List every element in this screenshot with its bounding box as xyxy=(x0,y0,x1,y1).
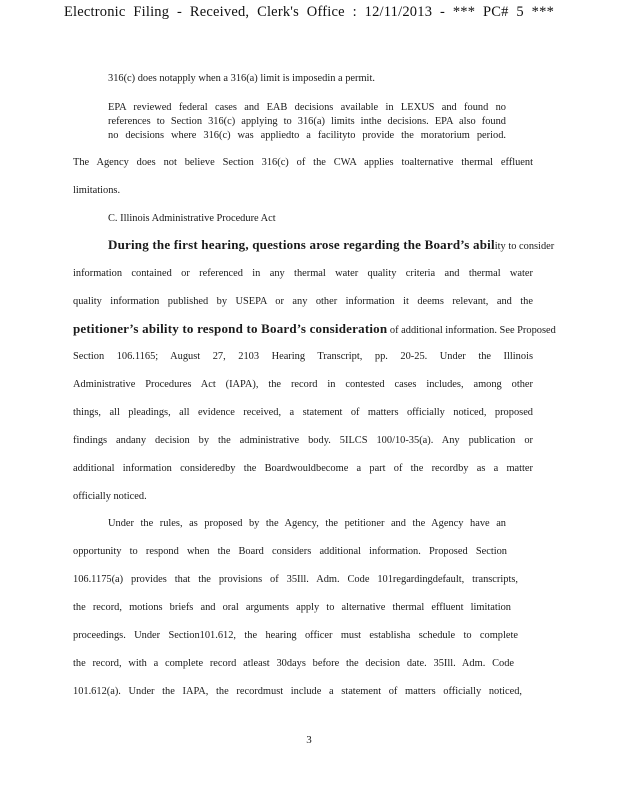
text-line: 106.1175(a) provides that the provisions of 35Ill. Adm. Code 101regardingdefault, transcripts, xyxy=(73,574,518,585)
text-line: information contained or referenced in any thermal water quality criteria and thermal water xyxy=(73,268,533,279)
text-line-mixed xyxy=(73,321,556,337)
text-line: 316(c) does notapply when a 316(a) limit is imposedin a permit. xyxy=(108,73,375,84)
text-line: EPA reviewed federal cases and EAB decisions available in LEXUS and found no xyxy=(108,102,506,113)
text-line: the record, with a complete record atleast 30days before the decision date. 35Ill. Adm. Code xyxy=(73,658,514,669)
text-line: the record, motions briefs and oral arguments apply to alternative thermal effluent limitation xyxy=(73,602,511,613)
text-line: quality information published by USEPA or any other information it deems relevant, and the xyxy=(73,296,533,307)
section-heading: C. Illinois Administrative Procedure Act xyxy=(108,213,276,224)
plain-text: ity to consider xyxy=(494,241,555,252)
text-line: no decisions where 316(c) was appliedto a facilityto provide the moratorium period. xyxy=(108,130,506,141)
text-line: 101.612(a). Under the IAPA, the recordmust include a statement of matters officially noticed, xyxy=(73,686,522,697)
bold-text: During the first hearing, questions arose regarding the Board’s abil xyxy=(108,237,495,252)
text-line: findings andany decision by the administrative body. 5ILCS 100/10-35(a). Any publication or xyxy=(73,435,533,446)
text-line: references to Section 316(c) applying to 316(a) limits inthe decisions. EPA also found xyxy=(108,116,506,127)
text-line: things, all pleadings, all evidence received, a statement of matters officially noticed, proposed xyxy=(73,407,533,418)
text-line: Section 106.1165; August 27, 2103 Hearing Transcript, pp. 20-25. Under the Illinois xyxy=(73,351,533,362)
bold-text: petitioner’s ability to respond to Board’s consideration xyxy=(73,321,388,336)
text-line: officially noticed. xyxy=(73,491,147,502)
text-line: opportunity to respond when the Board considers additional information. Proposed Section xyxy=(73,546,507,557)
text-line: proceedings. Under Section101.612, the hearing officer must establisha schedule to complete xyxy=(73,630,518,641)
plain-text: of additional information. See Proposed xyxy=(387,325,556,336)
text-line: The Agency does not believe Section 316(c) of the CWA applies toalternative thermal effluent xyxy=(73,157,533,168)
filing-header: Electronic Filing - Received, Clerk's Office : 12/11/2013 - *** PC# 5 *** xyxy=(63,4,555,20)
text-line: Administrative Procedures Act (IAPA), the record in contested cases includes, among other xyxy=(73,379,533,390)
text-line: additional information consideredby the Boardwouldbecome a part of the recordby as a matter xyxy=(73,463,533,474)
text-line: Under the rules, as proposed by the Agency, the petitioner and the Agency have an xyxy=(108,518,506,529)
text-line: limitations. xyxy=(73,185,121,196)
text-line-mixed xyxy=(108,237,555,253)
page-number: 3 xyxy=(306,734,312,746)
